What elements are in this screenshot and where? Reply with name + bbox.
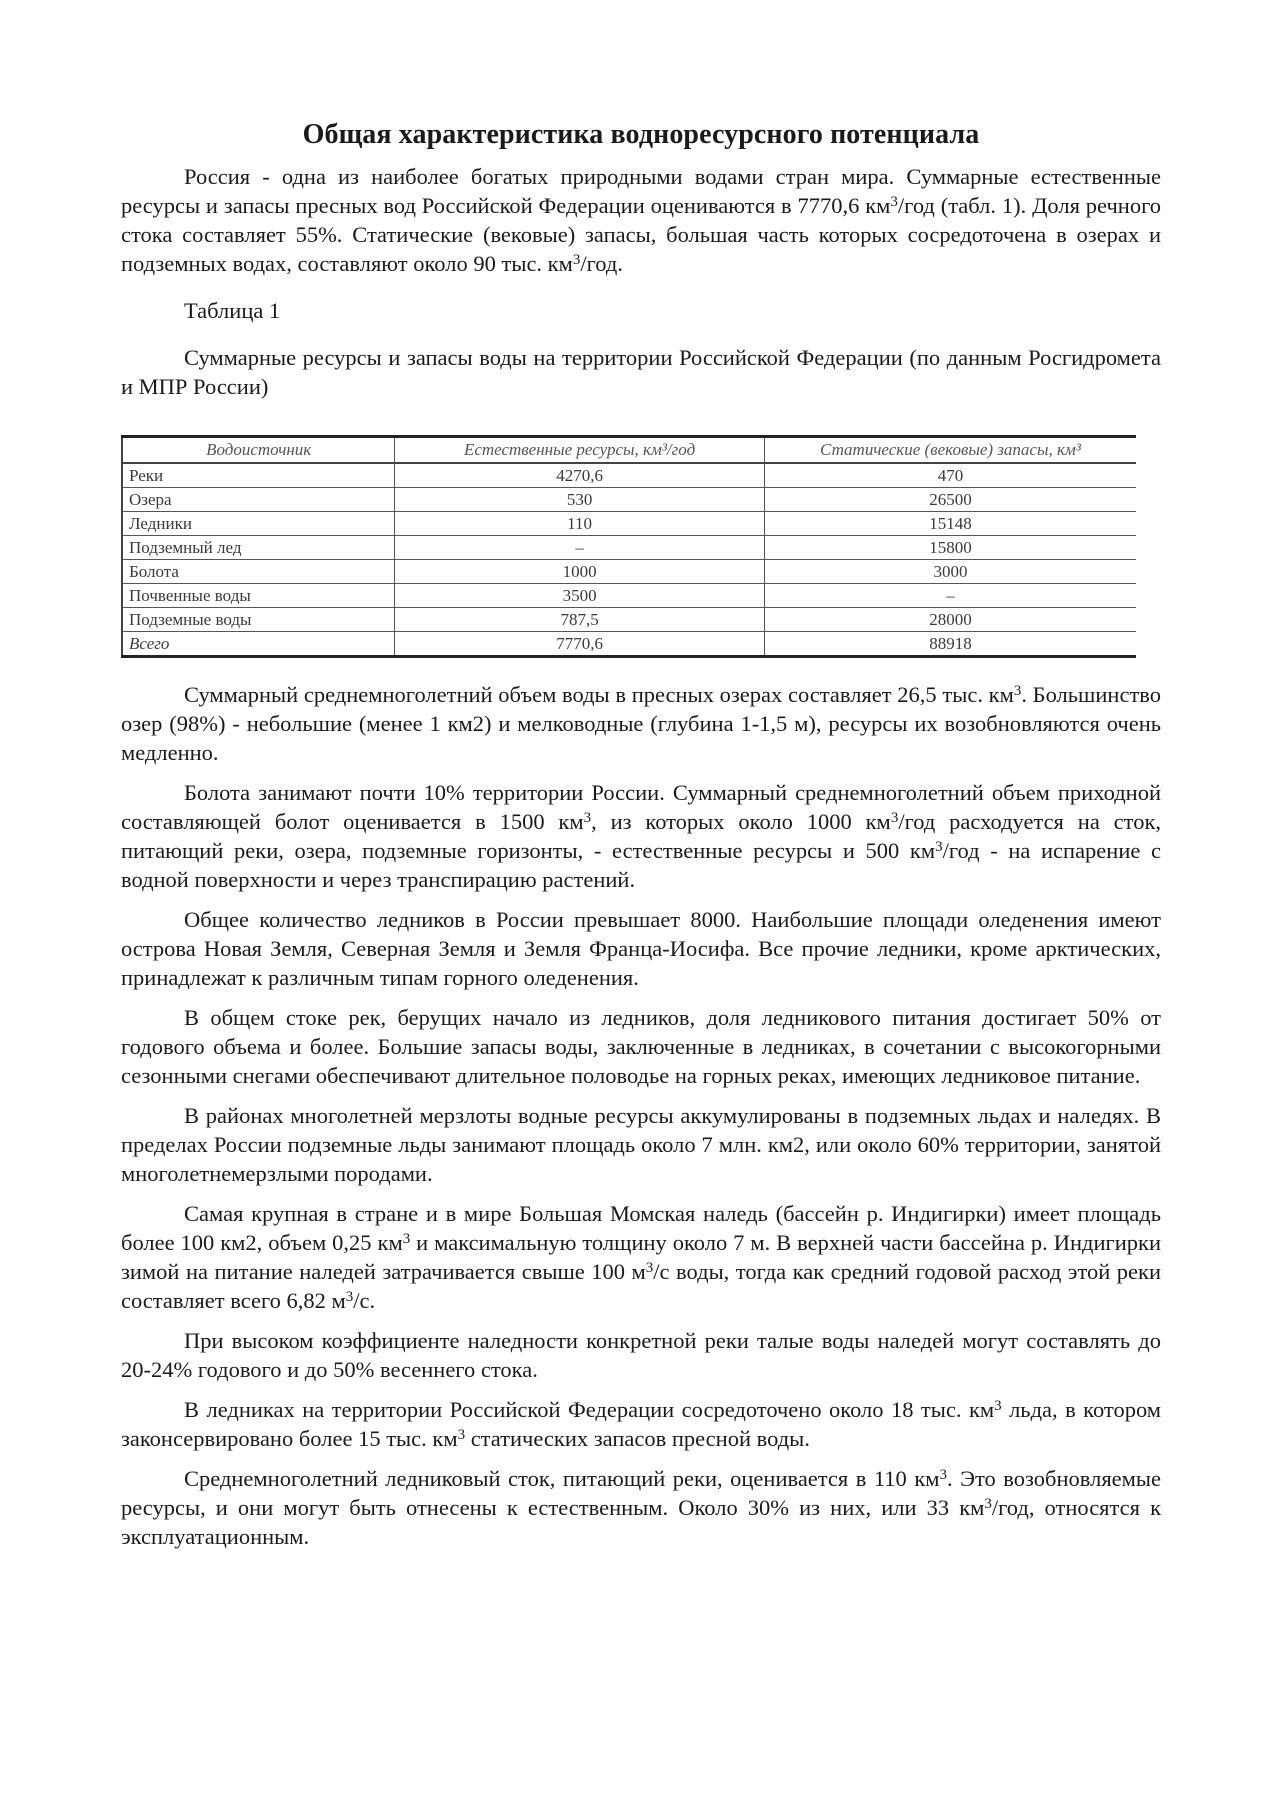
- document-title: Общая характеристика водноресурсного потенциала: [302, 119, 980, 150]
- table-row: [122, 536, 1136, 560]
- cell-reserves: 28000: [764, 608, 1136, 632]
- table-row: [122, 488, 1136, 512]
- table-row: [122, 463, 1136, 488]
- paragraph-permafrost: В районах многолетней мерзлоты водные ресурсы аккумулированы в подземных льдах и наледях. В пределах России подземные льды занимают площадь около 7 млн. км2, или около 60% территории, занятой многолетнемерзлыми породами.: [121, 1103, 1161, 1186]
- paragraph-lakes: Суммарный среднемноголетний объем воды в пресных озерах составляет 26,5 тыс. $км^3$. Большинство озер (98%) - небольшие (менее 1 км2) и мелководные (глубина 1-1,5 м), ресурсы их возобновляются очень медленно.: [121, 682, 1161, 765]
- cell-resources: 530: [395, 488, 765, 512]
- paragraph-momskaya: Самая крупная в стране и в мире Большая Момская наледь (бассейн р. Индигирки) имеет площадь более 100 км2, объем 0,25 $км^3$ и максимальную толщину около 7 м. В верхней части бассейна р. Индигирки зимой на питание наледей затрачивается свыше 100 $м^3/с$ воды, тогда как средний годовой расход этой реки составляет всего 6,82 $м^3/с$.: [121, 1201, 1162, 1313]
- cell-source: Всего: [122, 632, 395, 657]
- paragraph-swamps: Болота занимают почти 10% территории России. Суммарный среднемноголетний объем приходной составляющей болот оценивается в 1500 $км^3$, из которых около 1000 $км^3$/год расходуется на сток, питающий реки, озера, подземные горизонты, - естественные ресурсы и 500 $км^3$/год - на испарение с водной поверхности и через транспирацию растений.: [121, 780, 1162, 892]
- cell-source: Ледники: [122, 512, 395, 536]
- cell-source: Подземный лед: [122, 536, 395, 560]
- cell-resources: 3500: [395, 584, 765, 608]
- cell-reserves: 88918: [929, 633, 972, 653]
- cell-source: Почвенные воды: [122, 584, 395, 608]
- table-caption: Суммарные ресурсы и запасы воды на территории Российской Федерации (по данным Росгидромета и МПР России): [121, 345, 1161, 399]
- cell-reserves: 15800: [764, 536, 1136, 560]
- table-row: [122, 608, 1136, 632]
- table-header-row: [122, 437, 1136, 464]
- table-total-row: [122, 632, 1136, 657]
- paragraph-intro: Россия - одна из наиболее богатых природными водами стран мира. Суммарные естественные ресурсы и запасы пресных вод Российской Федерации оцениваются в 7770,6 $км^3$/год (табл. 1). Доля речного стока составляет 55%. Статические (вековые) запасы, большая часть которых сосредоточена в озерах и подземных водах, составляют около 90 тыс. $км^3$/год.: [121, 164, 1161, 276]
- cell-source: Подземные воды: [122, 608, 395, 632]
- cell-source: Реки: [122, 463, 395, 488]
- cell-resources: 787,5: [395, 608, 765, 632]
- cell-resources: 110: [395, 512, 765, 536]
- cell-reserves: –: [764, 584, 1136, 608]
- paragraph-glacier-runoff: Среднемноголетний ледниковый сток, питающий реки, оценивается в 110 $км^3$. Это возобновляемые ресурсы, и они могут быть отнесены к естественным. Около 30% из них, или 33 $км^3$/год, относятся к эксплуатационным.: [121, 1466, 1161, 1549]
- paragraph-icing-coefficient: При высоком коэффициенте наледности конкретной реки талые воды наледей могут составлять до 20-24% годового и до 50% весеннего стока.: [121, 1328, 1161, 1382]
- cell-reserves: 470: [764, 463, 1136, 488]
- header-reserves: Статические (вековые) запасы, км³: [764, 437, 1136, 464]
- paragraph-glacier-ice: В ледниках на территории Российской Федерации сосредоточено около 18 тыс. $км^3$ льда, в котором законсервировано более 15 тыс. $км^3$ статических запасов пресной воды.: [121, 1397, 1162, 1451]
- paragraph-glacier-feed: В общем стоке рек, берущих начало из ледников, доля ледникового питания достигает 50% от годового объема и более. Большие запасы воды, заключенные в ледниках, в сочетании с высокогорными сезонными снегами обеспечивают длительное половодье на горных реках, имеющих ледниковое питание.: [121, 1005, 1161, 1088]
- cell-reserves: 15148: [764, 512, 1136, 536]
- cell-source: Болота: [122, 560, 395, 584]
- header-source: Водоисточник: [122, 437, 395, 464]
- cell-resources: –: [395, 536, 765, 560]
- table-row: [122, 512, 1136, 536]
- resources-table: [121, 435, 1136, 658]
- document-page: [121, 118, 1161, 1551]
- cell-resources: 7770,6: [395, 632, 765, 657]
- cell-reserves: 3000: [764, 560, 1136, 584]
- table-row: [122, 560, 1136, 584]
- paragraph-glaciers-count: Общее количество ледников в России превышает 8000. Наибольшие площади оледенения имеют острова Новая Земля, Северная Земля и Земля Франца-Иосифа. Все прочие ледники, кроме арктических, принадлежат к различным типам горного оледенения.: [121, 907, 1161, 990]
- table-label: Таблица 1: [184, 298, 281, 323]
- header-resources: Естественные ресурсы, км³/год: [395, 437, 765, 464]
- cell-resources: 4270,6: [395, 463, 765, 488]
- cell-resources: 1000: [395, 560, 765, 584]
- cell-source: Озера: [122, 488, 395, 512]
- table-row: [122, 584, 1136, 608]
- cell-reserves: 26500: [764, 488, 1136, 512]
- resources-table-wrapper: [121, 435, 1136, 658]
